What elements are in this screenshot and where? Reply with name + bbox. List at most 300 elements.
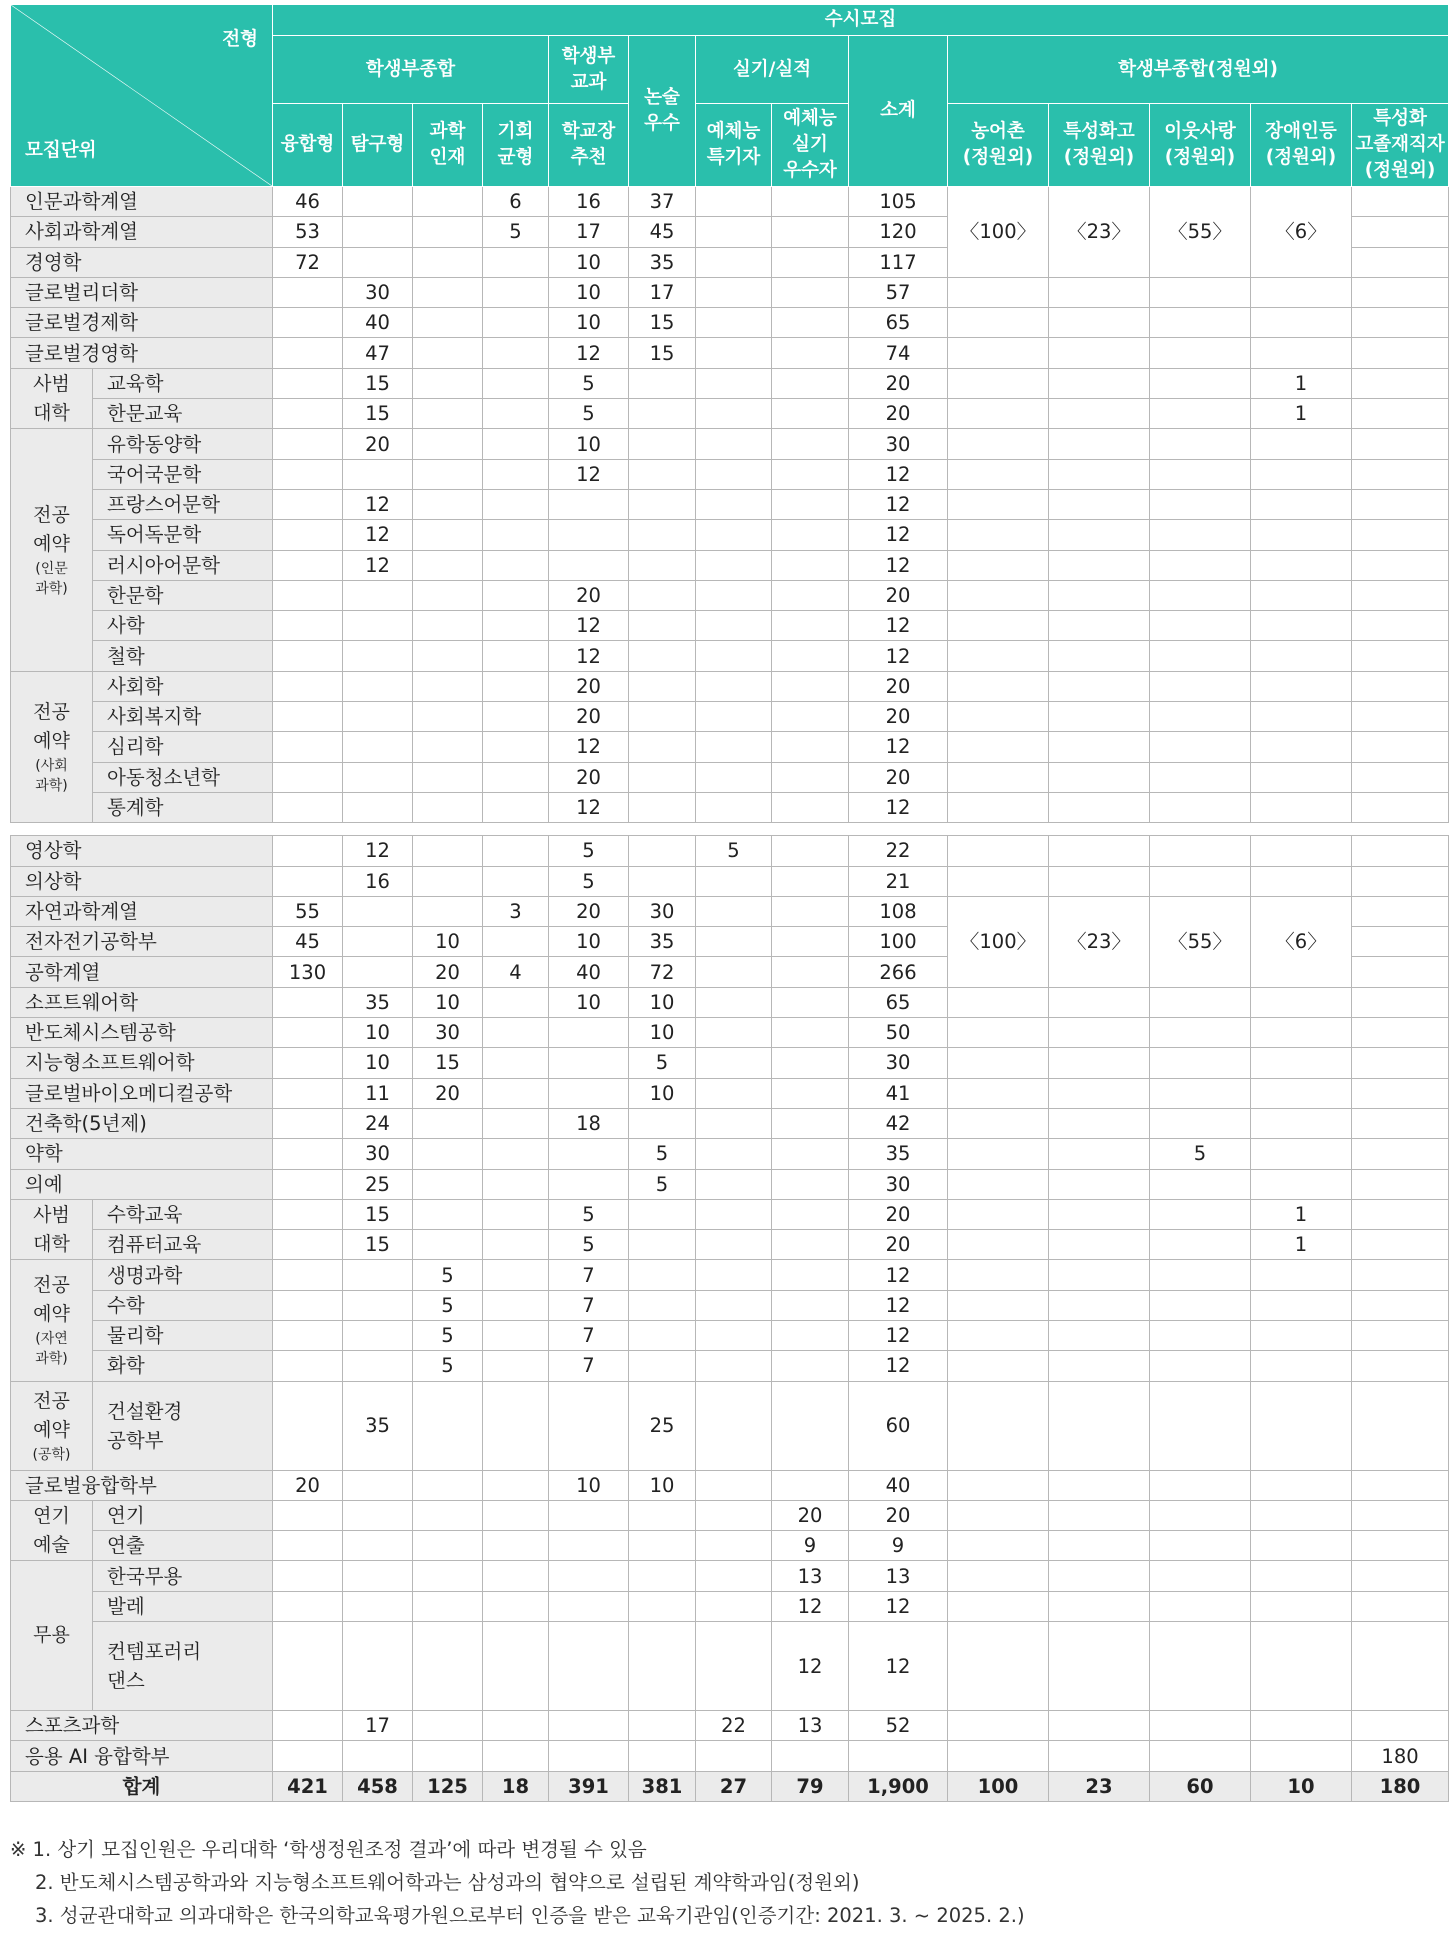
value-cell: [1049, 1470, 1150, 1500]
value-cell: [413, 1470, 483, 1500]
value-cell: [413, 247, 483, 277]
value-cell: 12: [343, 489, 413, 519]
value-cell: [273, 641, 343, 671]
value-cell: [483, 1470, 549, 1500]
value-cell: [273, 429, 343, 459]
value-cell: [273, 671, 343, 701]
value-cell: 30: [413, 1018, 483, 1048]
table-row: [11, 459, 1449, 489]
value-cell: 20: [849, 1199, 948, 1229]
value-cell: [696, 247, 772, 277]
value-cell: [1049, 1169, 1150, 1199]
value-cell: [772, 580, 849, 610]
unit-label: 물리학: [93, 1320, 273, 1350]
value-cell: [549, 1561, 629, 1591]
value-cell: [413, 732, 483, 762]
value-cell: 20: [549, 762, 629, 792]
value-cell: [1352, 1500, 1449, 1530]
value-cell: [1049, 489, 1150, 519]
header-sub-5: 예체능 특기자: [696, 104, 772, 187]
value-cell: [343, 896, 413, 926]
value-cell: [772, 641, 849, 671]
value-cell: 5: [549, 368, 629, 398]
value-cell: [1352, 520, 1449, 550]
table-row: [11, 1622, 1449, 1711]
unit-label: 지능형소프트웨어학: [11, 1048, 273, 1078]
group-label: [11, 1260, 93, 1381]
value-cell: [696, 1531, 772, 1561]
value-cell: 5: [629, 1169, 696, 1199]
merged-quota-cell: 〈55〉: [1150, 187, 1251, 278]
value-cell: [696, 1230, 772, 1260]
value-cell: [772, 429, 849, 459]
value-cell: [483, 277, 549, 307]
value-cell: 17: [629, 277, 696, 307]
value-cell: [629, 1320, 696, 1350]
value-cell: [343, 927, 413, 957]
value-cell: [483, 1018, 549, 1048]
group-name: 전공 예약: [33, 700, 70, 752]
value-cell: [343, 187, 413, 217]
value-cell: 22: [696, 1711, 772, 1741]
value-cell: [1251, 1351, 1352, 1381]
value-cell: [1049, 368, 1150, 398]
value-cell: 15: [343, 1199, 413, 1229]
value-cell: 180: [1352, 1741, 1449, 1771]
header-susi: 수시모집: [273, 5, 1449, 36]
value-cell: [483, 1048, 549, 1078]
value-cell: [629, 1230, 696, 1260]
value-cell: 5: [629, 1139, 696, 1169]
value-cell: [772, 399, 849, 429]
value-cell: [1049, 1320, 1150, 1350]
value-cell: [1251, 550, 1352, 580]
total-cell: 125: [413, 1771, 483, 1801]
value-cell: [849, 1741, 948, 1771]
value-cell: [948, 1018, 1049, 1048]
value-cell: [549, 550, 629, 580]
value-cell: [948, 1470, 1049, 1500]
value-cell: [696, 732, 772, 762]
value-cell: [629, 1561, 696, 1591]
group-subname: (공학): [32, 1446, 71, 1463]
table-row: [11, 399, 1449, 429]
value-cell: [772, 489, 849, 519]
value-cell: [483, 1108, 549, 1138]
value-cell: 20: [549, 580, 629, 610]
value-cell: 12: [849, 641, 948, 671]
value-cell: 10: [549, 308, 629, 338]
gap-cell: [11, 823, 1449, 836]
value-cell: [1150, 1199, 1251, 1229]
value-cell: [1352, 1169, 1449, 1199]
unit-label: 스포츠과학: [11, 1711, 273, 1741]
value-cell: [343, 957, 413, 987]
value-cell: [772, 957, 849, 987]
unit-label: 발레: [93, 1591, 273, 1621]
value-cell: [483, 338, 549, 368]
value-cell: [1150, 520, 1251, 550]
table-row: [11, 1018, 1449, 1048]
value-cell: [483, 580, 549, 610]
value-cell: 41: [849, 1078, 948, 1108]
value-cell: [1352, 1018, 1449, 1048]
value-cell: [549, 1622, 629, 1711]
value-cell: [948, 429, 1049, 459]
value-cell: [273, 368, 343, 398]
value-cell: [273, 792, 343, 822]
value-cell: [483, 732, 549, 762]
table-row: [11, 1260, 1449, 1290]
value-cell: [696, 1591, 772, 1621]
value-cell: [483, 702, 549, 732]
value-cell: 11: [343, 1078, 413, 1108]
value-cell: 15: [413, 1048, 483, 1078]
value-cell: 57: [849, 277, 948, 307]
value-cell: [629, 520, 696, 550]
header-type-label: 전형: [222, 29, 258, 50]
value-cell: [1150, 792, 1251, 822]
value-cell: [772, 520, 849, 550]
merged-quota-cell: 〈6〉: [1251, 187, 1352, 278]
value-cell: 20: [849, 702, 948, 732]
header-unit-label: 모집단위: [25, 140, 97, 161]
value-cell: [413, 1591, 483, 1621]
value-cell: [343, 1741, 413, 1771]
value-cell: [629, 792, 696, 822]
value-cell: [483, 1741, 549, 1771]
value-cell: 12: [849, 611, 948, 641]
value-cell: [1150, 580, 1251, 610]
value-cell: [1049, 429, 1150, 459]
value-cell: [1352, 277, 1449, 307]
value-cell: [948, 1290, 1049, 1320]
value-cell: 13: [772, 1711, 849, 1741]
value-cell: 40: [343, 308, 413, 338]
value-cell: [948, 1260, 1049, 1290]
merged-quota-cell: 〈55〉: [1150, 896, 1251, 987]
value-cell: [483, 1290, 549, 1320]
value-cell: 12: [849, 489, 948, 519]
value-cell: 20: [849, 368, 948, 398]
value-cell: 20: [772, 1500, 849, 1530]
value-cell: [1352, 896, 1449, 926]
value-cell: [273, 1741, 343, 1771]
value-cell: [1251, 520, 1352, 550]
value-cell: [696, 762, 772, 792]
value-cell: [1251, 429, 1352, 459]
value-cell: [343, 1622, 413, 1711]
value-cell: [629, 1108, 696, 1138]
value-cell: [1251, 1591, 1352, 1621]
value-cell: [1352, 459, 1449, 489]
value-cell: [1352, 987, 1449, 1017]
unit-label: 수학교육: [93, 1199, 273, 1229]
value-cell: [1251, 1169, 1352, 1199]
table-row: [11, 1711, 1449, 1741]
value-cell: [948, 459, 1049, 489]
value-cell: [413, 641, 483, 671]
value-cell: [1251, 732, 1352, 762]
value-cell: [1352, 1591, 1449, 1621]
value-cell: 21: [849, 866, 948, 896]
value-cell: [1150, 1230, 1251, 1260]
value-cell: [1150, 1078, 1251, 1108]
value-cell: [1352, 611, 1449, 641]
value-cell: [629, 702, 696, 732]
value-cell: 105: [849, 187, 948, 217]
value-cell: [483, 836, 549, 866]
value-cell: [696, 338, 772, 368]
value-cell: 12: [343, 836, 413, 866]
value-cell: [273, 1230, 343, 1260]
value-cell: 12: [549, 459, 629, 489]
value-cell: [273, 489, 343, 519]
value-cell: [1150, 1622, 1251, 1711]
unit-label: 글로벌융합학부: [11, 1470, 273, 1500]
value-cell: [1352, 1381, 1449, 1470]
header-hak-jonghap: 학생부종합: [273, 36, 549, 104]
table-row: [11, 1290, 1449, 1320]
table-row: [11, 1741, 1449, 1771]
table-row: [11, 836, 1449, 866]
value-cell: [1150, 866, 1251, 896]
value-cell: [1251, 1381, 1352, 1470]
value-cell: [696, 1018, 772, 1048]
value-cell: [1150, 1711, 1251, 1741]
value-cell: [696, 368, 772, 398]
header-sub-1: 탐구형: [343, 104, 413, 187]
total-cell: 100: [948, 1771, 1049, 1801]
value-cell: 130: [273, 957, 343, 987]
value-cell: 22: [849, 836, 948, 866]
value-cell: [772, 1741, 849, 1771]
value-cell: [772, 1169, 849, 1199]
header-sub-2: 과학 인재: [413, 104, 483, 187]
group-name: 전공 예약: [33, 1389, 70, 1441]
value-cell: [772, 338, 849, 368]
value-cell: 20: [849, 671, 948, 701]
value-cell: [948, 1048, 1049, 1078]
header-nonsul: 논술 우수: [629, 36, 696, 187]
total-cell: 10: [1251, 1771, 1352, 1801]
value-cell: [413, 1108, 483, 1138]
value-cell: [1150, 702, 1251, 732]
value-cell: [1150, 550, 1251, 580]
value-cell: [1352, 792, 1449, 822]
value-cell: [483, 1381, 549, 1470]
value-cell: 30: [849, 1048, 948, 1078]
unit-label: 화학: [93, 1351, 273, 1381]
table-row: [11, 1591, 1449, 1621]
value-cell: [948, 671, 1049, 701]
value-cell: [1352, 550, 1449, 580]
value-cell: [1150, 399, 1251, 429]
header-sub-6: 예체능 실기 우수자: [772, 104, 849, 187]
value-cell: [413, 1500, 483, 1530]
value-cell: [1352, 1711, 1449, 1741]
value-cell: 1: [1251, 1199, 1352, 1229]
value-cell: [1150, 368, 1251, 398]
value-cell: [413, 1199, 483, 1229]
value-cell: [273, 1711, 343, 1741]
table-row: [11, 1351, 1449, 1381]
value-cell: [413, 671, 483, 701]
value-cell: [1150, 308, 1251, 338]
value-cell: [1049, 459, 1150, 489]
value-cell: [413, 308, 483, 338]
value-cell: [273, 399, 343, 429]
value-cell: [343, 1591, 413, 1621]
value-cell: [1150, 1320, 1251, 1350]
value-cell: [948, 489, 1049, 519]
value-cell: [1352, 247, 1449, 277]
value-cell: [1049, 762, 1150, 792]
value-cell: [629, 1351, 696, 1381]
value-cell: [273, 836, 343, 866]
value-cell: [413, 338, 483, 368]
group-label: [11, 1199, 93, 1260]
merged-quota-cell: 〈100〉: [948, 896, 1049, 987]
group-name: 전공 예약: [33, 504, 70, 556]
value-cell: [629, 1290, 696, 1320]
value-cell: [772, 187, 849, 217]
value-cell: [948, 338, 1049, 368]
value-cell: [948, 1139, 1049, 1169]
value-cell: 17: [343, 1711, 413, 1741]
unit-label: 컴퓨터교육: [93, 1230, 273, 1260]
value-cell: 25: [343, 1169, 413, 1199]
value-cell: 10: [549, 429, 629, 459]
unit-label: 전자전기공학부: [11, 927, 273, 957]
value-cell: [1049, 399, 1150, 429]
value-cell: [696, 1078, 772, 1108]
value-cell: 12: [849, 520, 948, 550]
value-cell: [1352, 489, 1449, 519]
value-cell: [696, 641, 772, 671]
value-cell: [1352, 1320, 1449, 1350]
value-cell: 10: [549, 1470, 629, 1500]
value-cell: [629, 1711, 696, 1741]
value-cell: 20: [343, 429, 413, 459]
table-row: [11, 1048, 1449, 1078]
value-cell: [948, 1108, 1049, 1138]
unit-label: 사회복지학: [93, 702, 273, 732]
value-cell: [948, 399, 1049, 429]
value-cell: [343, 792, 413, 822]
unit-label: 국어국문학: [93, 459, 273, 489]
value-cell: 5: [413, 1260, 483, 1290]
value-cell: 12: [849, 1260, 948, 1290]
value-cell: [273, 1531, 343, 1561]
unit-label: 의상학: [11, 866, 273, 896]
value-cell: 72: [273, 247, 343, 277]
value-cell: [629, 762, 696, 792]
value-cell: [696, 1169, 772, 1199]
value-cell: 55: [273, 896, 343, 926]
value-cell: 12: [549, 792, 629, 822]
table-row: [11, 277, 1449, 307]
table-row: [11, 671, 1449, 701]
value-cell: [273, 1561, 343, 1591]
value-cell: 30: [849, 429, 948, 459]
value-cell: [1251, 1711, 1352, 1741]
group-label: [11, 1500, 93, 1561]
value-cell: [413, 611, 483, 641]
value-cell: 9: [849, 1531, 948, 1561]
value-cell: 7: [549, 1260, 629, 1290]
header-sub-3: 기회 균형: [483, 104, 549, 187]
value-cell: [1352, 732, 1449, 762]
total-row: [11, 1771, 1449, 1801]
value-cell: [629, 1622, 696, 1711]
table-row: [11, 1199, 1449, 1229]
value-cell: [1049, 1230, 1150, 1260]
value-cell: 30: [343, 277, 413, 307]
value-cell: [948, 1078, 1049, 1108]
value-cell: [696, 429, 772, 459]
value-cell: [1251, 1290, 1352, 1320]
total-cell: 23: [1049, 1771, 1150, 1801]
value-cell: [413, 1531, 483, 1561]
value-cell: [549, 520, 629, 550]
value-cell: [1049, 277, 1150, 307]
section-gap: [11, 823, 1449, 836]
value-cell: 20: [849, 762, 948, 792]
value-cell: [1049, 702, 1150, 732]
value-cell: [1352, 338, 1449, 368]
value-cell: [273, 1078, 343, 1108]
value-cell: 10: [343, 1048, 413, 1078]
value-cell: [696, 1622, 772, 1711]
value-cell: [1251, 1018, 1352, 1048]
value-cell: [948, 1381, 1049, 1470]
value-cell: [1049, 1048, 1150, 1078]
value-cell: [1150, 1108, 1251, 1138]
unit-label: 한문교육: [93, 399, 273, 429]
table-row: [11, 308, 1449, 338]
table-row: [11, 896, 1449, 926]
value-cell: [1049, 1531, 1150, 1561]
value-cell: [1150, 611, 1251, 641]
table-row: [11, 489, 1449, 519]
value-cell: [413, 520, 483, 550]
value-cell: [273, 1290, 343, 1320]
unit-label: 글로벌경제학: [11, 308, 273, 338]
value-cell: [1251, 987, 1352, 1017]
value-cell: [772, 308, 849, 338]
unit-label: 한문학: [93, 580, 273, 610]
unit-label: 통계학: [93, 792, 273, 822]
value-cell: [696, 187, 772, 217]
value-cell: [1251, 1048, 1352, 1078]
unit-label: 건설환경 공학부: [93, 1381, 273, 1470]
value-cell: [413, 580, 483, 610]
value-cell: [1150, 429, 1251, 459]
value-cell: [948, 1741, 1049, 1771]
value-cell: 5: [549, 1199, 629, 1229]
value-cell: [1049, 308, 1150, 338]
value-cell: 15: [343, 368, 413, 398]
table-row: [11, 732, 1449, 762]
value-cell: [1150, 732, 1251, 762]
value-cell: [273, 308, 343, 338]
value-cell: [1251, 1561, 1352, 1591]
value-cell: [772, 1290, 849, 1320]
value-cell: [1150, 1260, 1251, 1290]
value-cell: [413, 866, 483, 896]
group-name: 사범 대학: [33, 372, 70, 424]
